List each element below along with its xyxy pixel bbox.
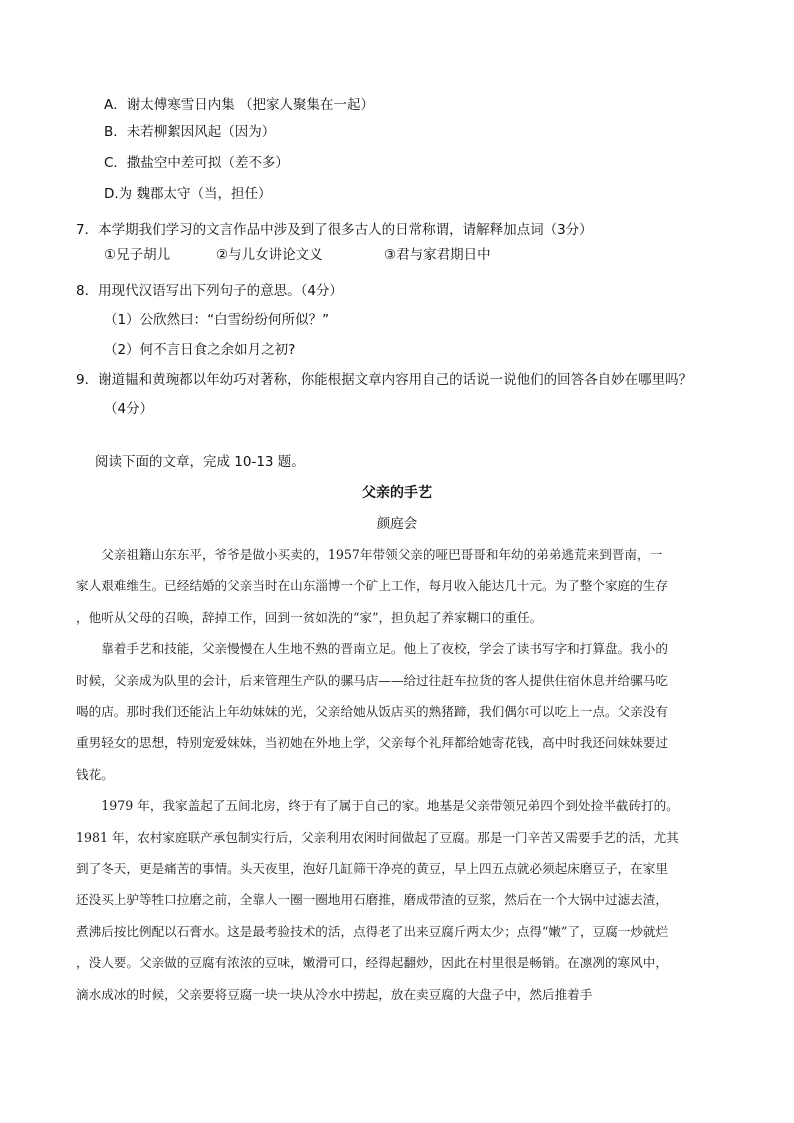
article-line: 煮沸后按比例配以石膏水。这是最考验技术的活，点得老了出来豆腐斤两太少；点得“嫩”了，豆腐一炒就烂 [76,923,669,939]
reading-instruction: 阅读下面的文章，完成 10-13 题。 [95,454,305,470]
article-title: 父亲的手艺 [362,485,432,501]
article-line: 家人艰难维生。已经结婚的父亲当时在山东淄博一个矿上工作，每月收入能达几十元。为了整个家庭的生存 [76,578,668,594]
article-line: ，没人要。父亲做的豆腐有浓浓的豆味，嫩滑可口，经得起翻炒，因此在村里很是畅销。在凛冽的寒风中， [76,955,668,971]
article-line: 1979 年，我家盖起了五间北房，终于有了属于自己的家。地基是父亲带领兄弟四个到处捡半截砖打的。 [76,798,679,814]
article-line: 钱花。 [76,766,114,782]
question-9: 9．谢道韫和黄琬都以年幼巧对著称，你能根据文章内容用自己的话说一说他们的回答各自妙在哪里吗？ [76,372,693,388]
article-line: 到了冬天，更是痛苦的事情。头天夜里，泡好几缸筛干净亮的黄豆，早上四五点就必须起床磨豆子，在家里 [76,861,668,877]
option-a: A．谢太傅寒雪日内集 （把家人聚集在一起） [104,97,375,113]
question-8: 8．用现代汉语写出下列句子的意思。（4分） [76,283,343,299]
question-7: 7．本学期我们学习的文言作品中涉及到了很多古人的日常称谓，请解释加点词（3分） [76,222,593,238]
article-line: 靠着手艺和技能，父亲慢慢在人生地不熟的晋南立足。他上了夜校，学会了读书写字和打算盘。我小的 [76,641,668,657]
article-line: 父亲祖籍山东东平，爷爷是做小买卖的，1957年带领父亲的哑巴哥哥和年幼的弟弟逃荒来到晋南，一 [76,547,663,562]
article-line: 1981 年，农村家庭联产承包制实行后，父亲利用农闲时间做起了豆腐。那是一门辛苦又需要手艺的活，尤其 [76,829,679,845]
option-d: D.为 魏郡太守（当，担任） [104,186,272,202]
q7-item-2: ②与儿女讲论文义 [216,247,323,263]
article-author: 颜庭会 [376,516,418,532]
q9-score: （4分） [104,401,154,417]
article-line: 滴水成冰的时候，父亲要将豆腐一块一块从冷水中捞起，放在卖豆腐的大盘子中，然后推着手 [76,986,593,1002]
q7-item-3: ③君与家君期日中 [384,247,491,263]
option-b: B．未若柳絮因风起（因为） [104,124,276,140]
q7-item-1: ①兄子胡儿 [104,247,171,263]
q8-item-2: （2）何不言日食之余如月之初? [104,342,296,358]
article-line: 时候，父亲成为队里的会计，后来管理生产队的骡马店——给过往赶车拉货的客人提供住宿休息并给骡马吃 [76,672,668,688]
article-line: 还没买上驴等牲口拉磨之前，全靠人一圈一圈地用石磨推，磨成带渣的豆浆，然后在一个大锅中过滤去渣， [76,892,668,908]
q8-item-1: （1）公欣然曰：“白雪纷纷何所似？” [104,312,330,328]
article-line: 喝的店。那时我们还能沾上年幼妹妹的光，父亲给她从饭店买的熟猪蹄，我们偶尔可以吃上一点。父亲没有 [76,704,668,720]
article-line: ，他听从父母的召唤，辞掉工作，回到一贫如洗的“家”，担负起了养家糊口的重任。 [76,609,543,625]
article-body [76,539,724,1010]
article-line: 重男轻女的思想，特别宠爱妹妹，当初她在外地上学，父亲每个礼拜都给她寄花钱，高中时我还问妹妹要过 [76,735,668,751]
option-c: C．撒盐空中差可拟（差不多） [104,155,289,171]
